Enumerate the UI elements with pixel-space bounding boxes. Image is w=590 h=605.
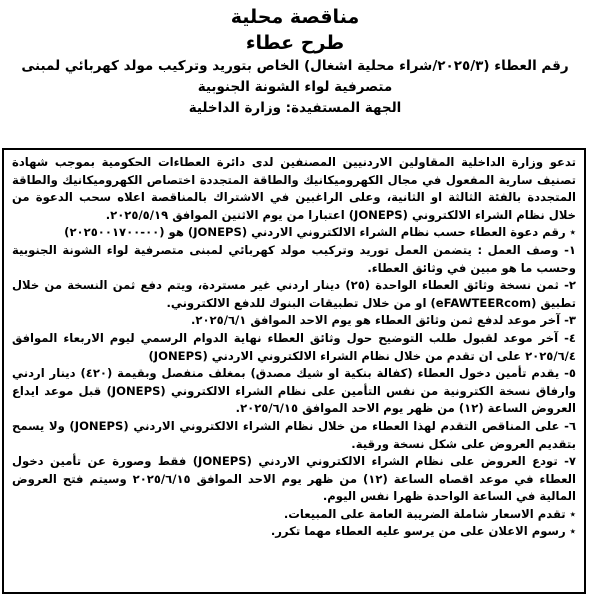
list-item: ٦- على المناقص التقدم لهذا العطاء من خلال نظام الشراء الالكتروني الاردني (JONEPS) ولا يسمح بتقديم العروض على شكل نسخة ورقية. bbox=[12, 418, 577, 451]
list-item: ٭ رسوم الاعلان على من يرسو عليه العطاء مهما تكرر. bbox=[270, 524, 576, 539]
list-item: ٤- آخر موعد لقبول طلب التوضيح حول وثائق العطاء نهاية الدوام الرسمي ليوم الاربعاء الموافق ٢٠٢٥/٦/٤ على ان تقدم من خلال نظام الشراء الالكتروني الاردني (JONEPS) bbox=[12, 330, 576, 363]
list-item: ١- وصف العمل : يتضمن العمل توريد وتركيب مولد كهربائي لمبنى متصرفية لواء الشونة الجنوبية وحسب ما هو مبين في وثائق العطاء. bbox=[12, 242, 576, 275]
list-item: ٧- تودع العروض على نظام الشراء الالكتروني الاردني (JONEPS) فقط وصورة عن تأمين دخول العطاء في موعد اقصاه الساعة (١٢) من ظهر يوم الاحد الموافق ٢٠٢٥/٦/١٥ وسيتم فتح العروض المالية في الساعة الواحدة ظهرا نفس اليوم. bbox=[12, 454, 576, 504]
beneficiary-party: الجهة المستفيدة: وزارة الداخلية bbox=[188, 100, 402, 116]
list-item: ٢- ثمن نسخة وثائق العطاء الواحدة (٢٥) دينار اردني غير مستردة، ويتم دفع ثمن النسخة من خلال تطبيق (eFAWTEERcom) او من خلال تطبيقات البنوك للدفع الالكتروني. bbox=[12, 278, 576, 310]
announcement-subtitle: طرح عطاء bbox=[245, 32, 345, 54]
announcement-body-box bbox=[2, 148, 586, 594]
list-item: ٥- يقدم تأمين دخول العطاء (كفالة بنكية او شيك مصدق) بمغلف منفصل وبقيمة (٤٢٠) دينار اردني وارفاق نسخة الكترونية من نفس التأمين على نظام الشراء الالكتروني (JONEPS) قبل موعد ايداع العروض الساعة (١٢) من ظهر يوم الاحد الموافق ٢٠٢٥/٦/١٥. bbox=[12, 366, 577, 416]
tender-reference: رقم العطاء (٢٠٢٥/٣/شراء محلية اشغال) الخاص بتوريد وتركيب مولد كهربائي لمبنى متصرفية لواء الشونة الجنوبية bbox=[21, 58, 569, 95]
list-item: ٭ رقم دعوة العطاء حسب نظام الشراء الالكتروني الاردني (JONEPS) هو (٠٠-٢٠٢٥٠٠١٧٠٠) bbox=[64, 225, 576, 240]
announcement-header bbox=[0, 0, 590, 119]
list-item: ٭ تقدم الاسعار شاملة الضريبة العامة على المبيعات. bbox=[283, 506, 576, 521]
intro-paragraph: تدعو وزارة الداخلية المقاولين الاردنيين المصنفين لدى دائرة العطاءات الحكومية بموجب شهادة تصنيف سارية المفعول في مجال الكهروميكانيك والطاقة المتجددة اختصاص الكهروميكانيك والطاقة المتجددة بالفئة الثالثة او الثانية، وعلى الراغبين في الاشتراك بالمناقصة اعلاه سحب الدعوة من خلال نظام الشراء الالكتروني (JONEPS) اعتبارا من يوم الاثنين الموافق ٢٠٢٥/٥/١٩. bbox=[12, 155, 576, 222]
announcement-title: مناقصة محلية bbox=[230, 6, 360, 28]
list-item: ٣- آخر موعد لدفع ثمن وثائق العطاء هو يوم الاحد الموافق ٢٠٢٥/٦/١. bbox=[191, 313, 576, 328]
